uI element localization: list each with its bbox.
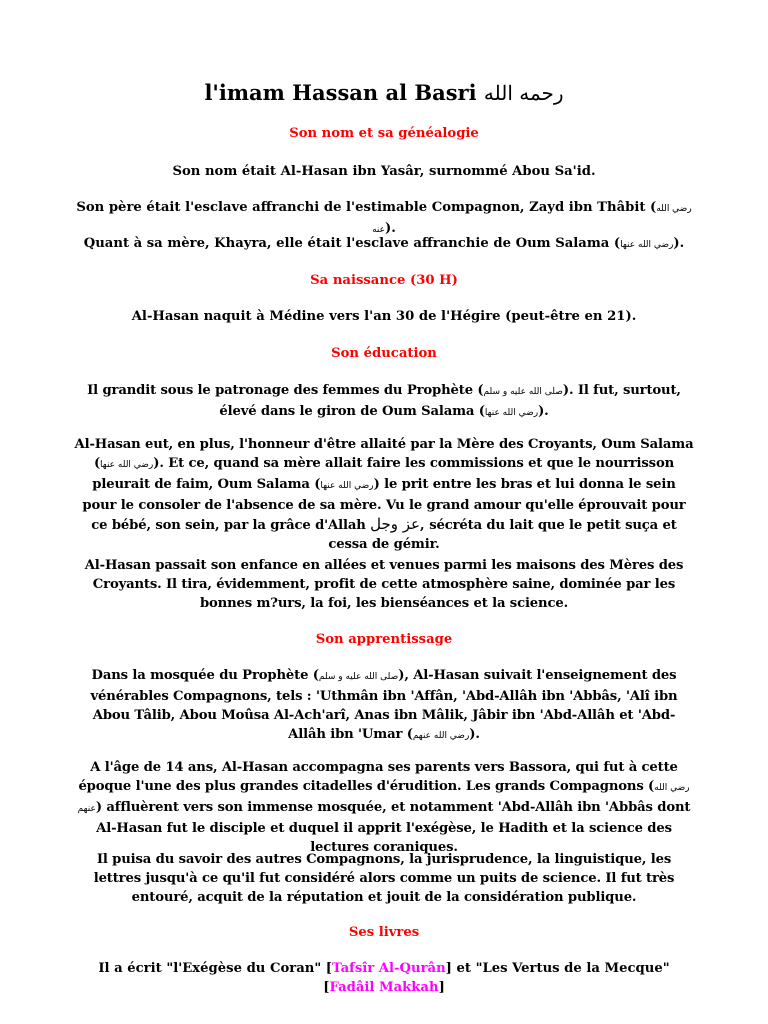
paragraph-text: ) affluèrent vers son immense mosquée, et notamment 'Abd-Allâh ibn 'Abbâs dont Al-Hasan fut le disciple et duquel il apprit l'exégèse, le Hadith et la science des lectures coraniques.	[95, 800, 691, 855]
paragraph-text: A l'âge de 14 ans, Al-Hasan accompagna ses parents vers Bassora, qui fut à cette époque l'une des plus grandes citadelles d'érudition. Les grands Compagnons (	[78, 760, 678, 794]
book-title-fadail: Fadâil Makkah	[329, 980, 439, 995]
paragraph-text: ] et "Les Vertus de la Mecque" [	[323, 961, 670, 995]
arabic-eulogy: رضي الله عنهم	[77, 783, 690, 814]
paragraph-childhood: Al-Hasan passait son enfance en allées et venues parmi les maisons des Mères des Croyants. Il tira, évidemment, profit de cette atmosphère saine, dominée par les bonnes m?urs, la foi, les bienséances et la science.	[84, 558, 684, 611]
paragraph-text: , sécréta du lait que le petit suça et cessa de gémir.	[328, 518, 677, 552]
paragraph-text: ).	[673, 236, 685, 251]
arabic-eulogy: رضي الله عنهم	[412, 731, 470, 741]
paragraph-text: ). Et ce, quand sa mère allait faire les commissions et que le nourrisson pleurait de faim, Oum Salama (	[92, 456, 675, 492]
paragraph-text: Al-Hasan eut, en plus, l'honneur d'être allaité par la Mère des Croyants, Oum Salama (	[74, 437, 694, 471]
paragraph-knowledge: Il puisa du savoir des autres Compagnons, la jurisprudence, la linguistique, les lettres jusqu'à ce qu'il fut considéré alors comme un puits de science. Il fut très entouré, acquit de la réputation et jouit de la considération publique.	[93, 852, 675, 905]
paragraph-nursing	[74, 435, 694, 554]
paragraph-text: ) le prit entre les bras et lui donna le sein pour le consoler de l'absence de sa mère. Vu le grand amour qu'elle éprouvait pour ce bébé, son sein, par la grâce d'Allah	[82, 477, 686, 533]
paragraph-name: Son nom était Al-Hasan ibn Yasâr, surnommé Abou Sa'id.	[172, 164, 596, 179]
paragraph-text: ).	[538, 404, 549, 419]
paragraph-mosque	[74, 666, 694, 746]
arabic-eulogy: صلى الله عليه و سلم	[483, 387, 563, 397]
heading-genealogy: Son nom et sa généalogie	[289, 126, 479, 141]
title-text: l'imam Hassan al Basri	[204, 80, 477, 105]
paragraph-text: ).	[469, 727, 480, 742]
paragraph-text: ), Al-Hasan suivait l'enseignement des vénérables Compagnons, tels : 'Uthmân ibn 'Affân, 'Abd-Allâh ibn 'Abbâs, 'Alî ibn Abou Tâlib, Abou Moûsa Al-Ach'arî, Anas ibn Mâlik, Jâbir ibn 'Abd-Allâh et 'Abd-Allâh ibn 'Umar (	[90, 668, 678, 742]
arabic-eulogy: رضي الله عنه	[372, 204, 692, 235]
paragraph-mother	[74, 234, 694, 255]
paragraph-books	[74, 959, 694, 997]
heading-birth: Sa naissance (30 H)	[310, 273, 458, 288]
arabic-eulogy: رضي الله عنها	[320, 481, 374, 491]
heading-education: Son éducation	[331, 346, 437, 361]
paragraph-text: Son père était l'esclave affranchi de l'estimable Compagnon, Zayd ibn Thâbit (	[76, 200, 657, 215]
paragraph-text: ]	[438, 980, 445, 995]
arabic-eulogy: رضي الله عنها	[484, 408, 539, 418]
paragraph-bassora	[74, 758, 694, 857]
paragraph-birth: Al-Hasan naquit à Médine vers l'an 30 de l'Hégire (peut-être en 21).	[131, 309, 637, 324]
page-title	[0, 78, 768, 108]
paragraph-text: Il a écrit "l'Exégèse du Coran" [	[98, 961, 333, 976]
calligraphy-glyph: عز وجل	[370, 515, 421, 533]
heading-books: Ses livres	[348, 925, 420, 940]
paragraph-text: Dans la mosquée du Prophète (	[91, 668, 319, 683]
paragraph-text: ). Il fut, surtout, élevé dans le giron de Oum Salama (	[219, 383, 681, 419]
paragraph-text: Quant à sa mère, Khayra, elle était l'esclave affranchie de Oum Salama (	[83, 236, 621, 251]
arabic-eulogy: رضي الله عنها	[100, 460, 154, 470]
book-title-tafsir: Tafsîr Al-Qurân	[332, 961, 446, 976]
paragraph-text: ).	[385, 221, 396, 236]
paragraph-text: Il grandit sous le patronage des femmes du Prophète (	[87, 383, 484, 398]
arabic-eulogy: رضي الله عنها	[620, 240, 674, 250]
calligraphy-glyph: رحمه الله	[483, 81, 564, 105]
heading-learning: Son apprentissage	[315, 632, 453, 647]
arabic-eulogy: صلى الله عليه و سلم	[318, 672, 399, 682]
paragraph-patronage	[74, 381, 694, 423]
